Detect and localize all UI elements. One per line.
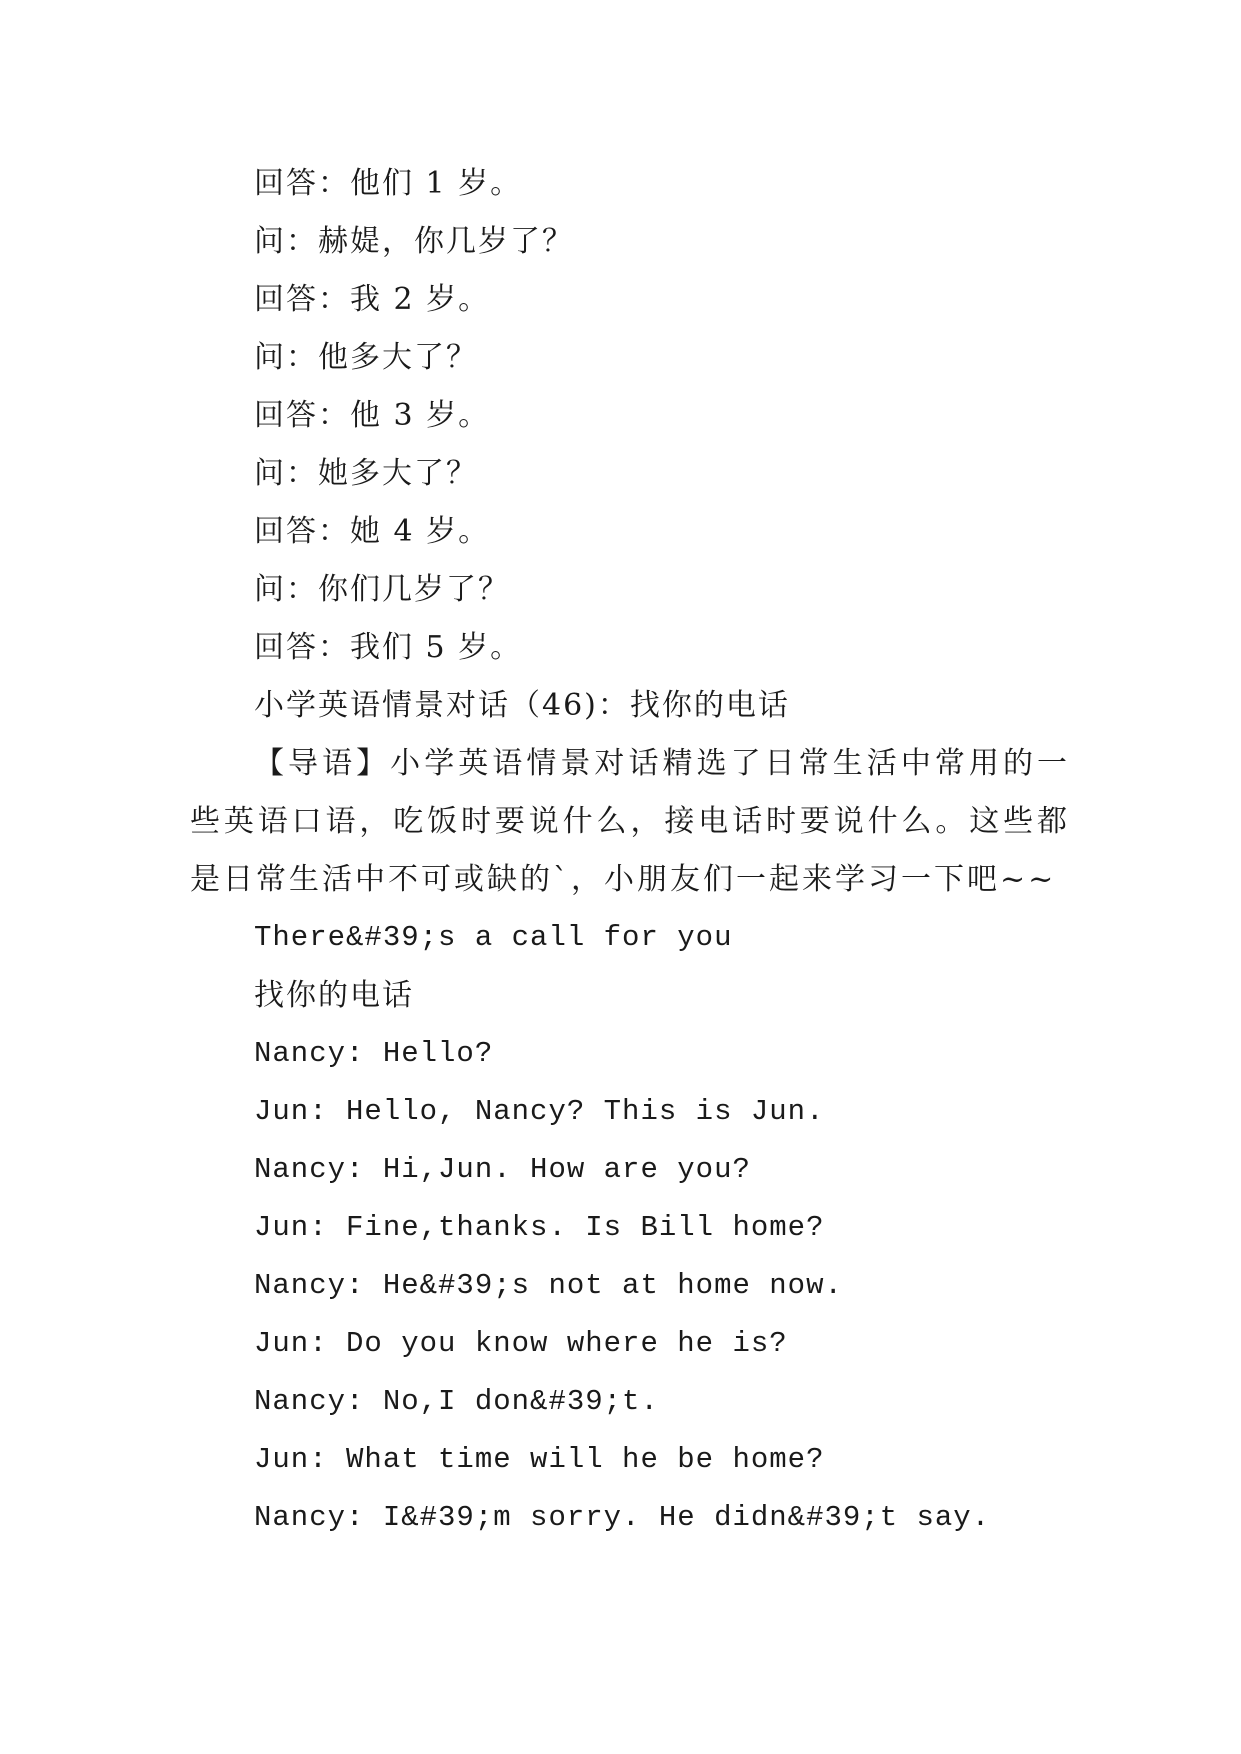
dialogue-en-line: Nancy: No,I don&#39;t. — [254, 1385, 659, 1418]
intro-paragraph: 【导语】小学英语情景对话精选了日常生活中常用的一些英语口语，吃饭时要说什么，接电话时要说什么。这些都是日常生活中不可或缺的`，小朋友们一起来学习一下吧~~ — [190, 746, 1070, 897]
dialogue-en-line: Nancy: He&#39;s not at home now. — [254, 1269, 843, 1302]
dialogue-title-cn: 找你的电话 — [254, 978, 414, 1013]
dialogue-cn-line: 回答：他们 1 岁。 — [254, 166, 523, 201]
document-content — [190, 155, 1070, 1547]
dialogue-en-line: Jun: Fine,thanks. Is Bill home? — [254, 1211, 825, 1244]
dialogue-en-line: Nancy: Hi,Jun. How are you? — [254, 1153, 751, 1186]
dialogue-en-line: Jun: Hello, Nancy? This is Jun. — [254, 1095, 825, 1128]
dialogue-en-line: Nancy: I&#39;m sorry. He didn&#39;t say. — [254, 1501, 991, 1534]
dialogue-cn-line: 问：你们几岁了？ — [254, 572, 510, 607]
dialogue-cn-line: 回答：他 3 岁。 — [254, 398, 491, 433]
dialogue-en-line: Jun: Do you know where he is? — [254, 1327, 788, 1360]
dialogue-en-line: Jun: What time will he be home? — [254, 1443, 825, 1476]
dialogue-cn-line: 问：她多大了？ — [254, 456, 478, 491]
dialogue-cn-line: 回答：我们 5 岁。 — [254, 630, 523, 665]
dialogue-cn-line: 问：赫媞，你几岁了？ — [254, 224, 574, 259]
section-title: 小学英语情景对话（46)：找你的电话 — [254, 688, 790, 723]
dialogue-cn-line: 回答：我 2 岁。 — [254, 282, 491, 317]
dialogue-cn-line: 问：他多大了？ — [254, 340, 478, 375]
dialogue-title-en: There&#39;s a call for you — [254, 921, 733, 954]
dialogue-en-line: Nancy: Hello? — [254, 1037, 494, 1070]
dialogue-cn-line: 回答：她 4 岁。 — [254, 514, 491, 549]
